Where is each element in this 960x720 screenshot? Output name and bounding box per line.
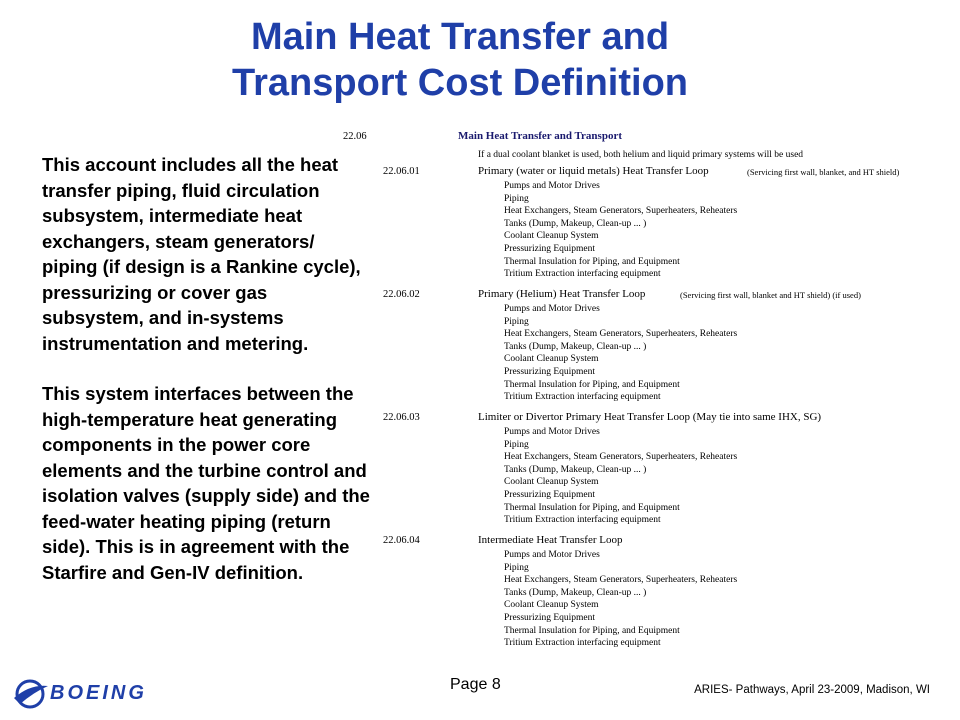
section-item-label: Tritium Extraction interfacing equipment bbox=[504, 638, 661, 649]
section-item-label: Pressurizing Equipment bbox=[504, 490, 596, 500]
section-subtitle: (Servicing first wall, blanket and HT shield) (if used) bbox=[680, 290, 861, 300]
boeing-logo bbox=[12, 676, 192, 712]
section-item-label: Heat Exchangers, Steam Generators, Superheaters, Reheaters bbox=[504, 575, 738, 586]
section-item-label: Heat Exchangers, Steam Generators, Superheaters, Reheaters bbox=[504, 452, 738, 463]
title-line-2: Transport Cost Definition bbox=[232, 62, 688, 104]
boeing-logo-icon bbox=[12, 676, 52, 712]
boeing-logo-text: BOEING bbox=[50, 682, 147, 704]
section-code: 22.06.01 bbox=[383, 166, 420, 177]
section-item-label: Piping bbox=[504, 562, 529, 573]
section-item-label: Piping bbox=[504, 193, 529, 204]
section-item-label: Tanks (Dump, Makeup, Clean-up ... ) bbox=[504, 341, 647, 352]
section-item-label: Tritium Extraction interfacing equipment bbox=[504, 515, 661, 526]
section-item-label: Tanks (Dump, Makeup, Clean-up ... ) bbox=[504, 218, 647, 229]
section-item-label: Tanks (Dump, Makeup, Clean-up ... ) bbox=[504, 464, 647, 475]
section-item-label: Coolant Cleanup System bbox=[504, 354, 599, 365]
table-note: If a dual coolant blanket is used, both helium and liquid primary systems will be used bbox=[478, 150, 804, 160]
section-item-label: Tritium Extraction interfacing equipment bbox=[504, 392, 661, 403]
section-item-label: Pumps and Motor Drives bbox=[504, 304, 600, 314]
section-item-label: Heat Exchangers, Steam Generators, Superheaters, Reheaters bbox=[504, 329, 738, 340]
main-heading: Main Heat Transfer and Transport bbox=[458, 130, 622, 142]
section-item-label: Thermal Insulation for Piping, and Equipment bbox=[504, 379, 680, 390]
section-item-label: Tritium Extraction interfacing equipment bbox=[504, 269, 661, 280]
section-item-label: Piping bbox=[504, 439, 529, 450]
section-item-label: Pumps and Motor Drives bbox=[504, 427, 600, 437]
section-item-label: Pumps and Motor Drives bbox=[504, 181, 600, 191]
section-code: 22.06.04 bbox=[383, 535, 420, 546]
section-code: 22.06.02 bbox=[383, 289, 420, 300]
section-item-label: Coolant Cleanup System bbox=[504, 231, 599, 242]
section-item-label: Tanks (Dump, Makeup, Clean-up ... ) bbox=[504, 587, 647, 598]
description-text bbox=[42, 152, 372, 585]
section-item-label: Piping bbox=[504, 316, 529, 327]
main-code: 22.06 bbox=[343, 131, 367, 142]
section-item-label: Pressurizing Equipment bbox=[504, 367, 596, 377]
section-code: 22.06.03 bbox=[383, 412, 420, 423]
slide-title bbox=[0, 14, 920, 106]
section-item-label: Coolant Cleanup System bbox=[504, 477, 599, 488]
description-paragraph-2: This system interfaces between the high-temperature heat generating components in the power core elements and the turbine control and isolation valves (supply side) and the feed-water heating piping (return side). This is in agreement with the Starfire and Gen-IV definition. bbox=[42, 383, 370, 583]
section-title: Primary (water or liquid metals) Heat Transfer Loop bbox=[478, 165, 709, 177]
section-item-label: Heat Exchangers, Steam Generators, Superheaters, Reheaters bbox=[504, 206, 738, 217]
section-item-label: Pressurizing Equipment bbox=[504, 613, 596, 623]
section-title: Primary (Helium) Heat Transfer Loop bbox=[478, 288, 646, 300]
section-item-label: Thermal Insulation for Piping, and Equipment bbox=[504, 256, 680, 267]
description-paragraph-1: This account includes all the heat transfer piping, fluid circulation subsystem, intermediate heat exchangers, steam generators/ piping (if design is a Rankine cycle), pressurizing or cover gas subsystem, and in-systems instrumentation and metering. bbox=[42, 154, 361, 354]
footer-event: ARIES- Pathways, April 23-2009, Madison, WI bbox=[694, 684, 930, 696]
section-item-label: Thermal Insulation for Piping, and Equipment bbox=[504, 502, 680, 513]
section-item-label: Pressurizing Equipment bbox=[504, 244, 596, 254]
section-title: Limiter or Divertor Primary Heat Transfer Loop (May tie into same IHX, SG) bbox=[478, 411, 822, 423]
section-subtitle: (Servicing first wall, blanket, and HT shield) bbox=[747, 167, 900, 177]
page-number: Page 8 bbox=[450, 676, 501, 693]
section-item-label: Thermal Insulation for Piping, and Equipment bbox=[504, 625, 680, 636]
section-title: Intermediate Heat Transfer Loop bbox=[478, 534, 623, 546]
title-line-1: Main Heat Transfer and bbox=[250, 16, 670, 58]
section-item-label: Pumps and Motor Drives bbox=[504, 550, 600, 560]
section-item-label: Coolant Cleanup System bbox=[504, 600, 599, 611]
